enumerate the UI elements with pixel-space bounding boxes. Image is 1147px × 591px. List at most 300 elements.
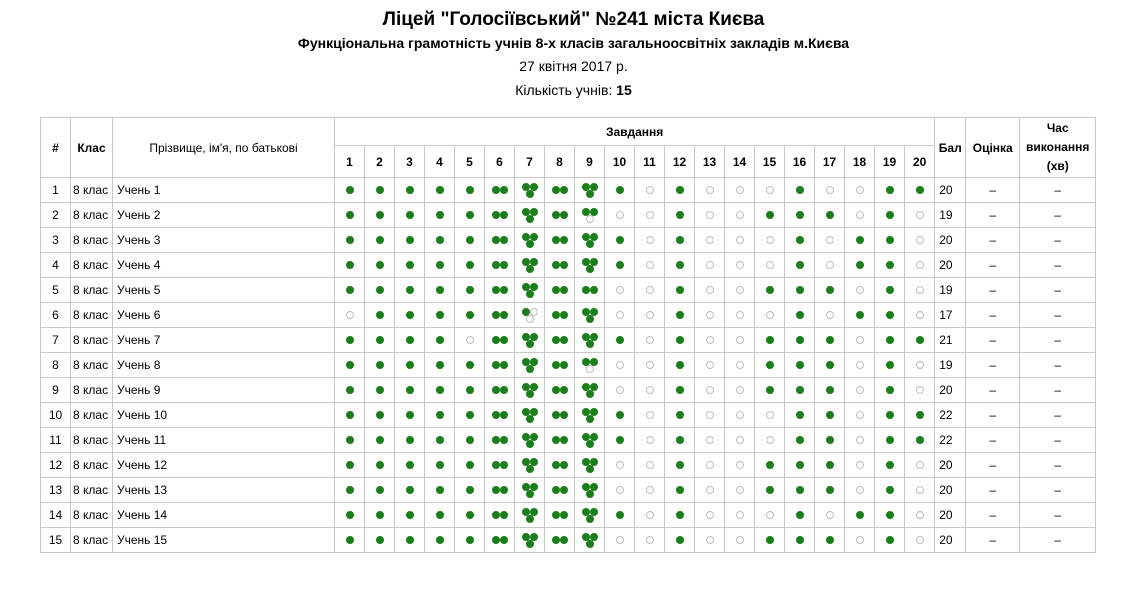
dot-pair <box>492 186 508 194</box>
correct-dot-icon <box>766 386 774 394</box>
dot-pair <box>492 211 508 219</box>
task-result-13 <box>695 528 725 553</box>
dot-pair <box>552 311 568 319</box>
task-result-2 <box>365 228 395 253</box>
task-result-9 <box>575 428 605 453</box>
correct-dot-icon <box>346 286 354 294</box>
correct-dot-icon <box>406 311 414 319</box>
row-class: 8 клас <box>71 353 113 378</box>
correct-dot-icon <box>526 190 534 198</box>
row-grade: – <box>966 453 1020 478</box>
task-result-9 <box>575 503 605 528</box>
task-result-20 <box>905 478 935 503</box>
correct-dot-icon <box>466 261 474 269</box>
row-number: 4 <box>41 253 71 278</box>
dot-triple <box>522 182 538 198</box>
task-header-7: 7 <box>515 146 545 178</box>
correct-dot-icon <box>552 186 560 194</box>
row-score: 22 <box>935 428 966 453</box>
task-result-2 <box>365 403 395 428</box>
task-result-9 <box>575 228 605 253</box>
task-result-4 <box>425 353 455 378</box>
incorrect-dot-icon <box>916 361 924 369</box>
table-row <box>41 503 1096 528</box>
task-header-15: 15 <box>755 146 785 178</box>
correct-dot-icon <box>796 261 804 269</box>
task-result-5 <box>455 353 485 378</box>
row-student-name: Учень 5 <box>113 278 335 303</box>
task-result-5 <box>455 278 485 303</box>
task-result-16 <box>785 378 815 403</box>
correct-dot-icon <box>560 386 568 394</box>
task-result-9 <box>575 328 605 353</box>
dot-pair <box>552 211 568 219</box>
correct-dot-icon <box>346 536 354 544</box>
incorrect-dot-icon <box>916 286 924 294</box>
table-row <box>41 253 1096 278</box>
task-result-19 <box>875 378 905 403</box>
task-result-15 <box>755 253 785 278</box>
row-number: 6 <box>41 303 71 328</box>
row-student-name: Учень 3 <box>113 228 335 253</box>
task-result-16 <box>785 253 815 278</box>
task-result-4 <box>425 478 455 503</box>
col-header-score: Бал <box>935 118 966 178</box>
task-header-5: 5 <box>455 146 485 178</box>
correct-dot-icon <box>376 336 384 344</box>
row-student-name: Учень 10 <box>113 403 335 428</box>
task-result-20 <box>905 353 935 378</box>
dot-pair <box>552 261 568 269</box>
task-result-8 <box>545 253 575 278</box>
dot-pair <box>552 236 568 244</box>
task-result-2 <box>365 328 395 353</box>
correct-dot-icon <box>796 486 804 494</box>
table-row <box>41 453 1096 478</box>
task-result-8 <box>545 428 575 453</box>
row-score: 20 <box>935 478 966 503</box>
report-date: 27 квітня 2017 р. <box>519 58 628 74</box>
task-result-13 <box>695 428 725 453</box>
correct-dot-icon <box>586 240 594 248</box>
table-row <box>41 353 1096 378</box>
correct-dot-icon <box>376 511 384 519</box>
task-result-11 <box>635 228 665 253</box>
correct-dot-icon <box>346 186 354 194</box>
correct-dot-icon <box>346 511 354 519</box>
task-header-8: 8 <box>545 146 575 178</box>
task-result-5 <box>455 203 485 228</box>
correct-dot-icon <box>492 411 500 419</box>
incorrect-dot-icon <box>616 486 624 494</box>
task-header-18: 18 <box>845 146 875 178</box>
row-number: 3 <box>41 228 71 253</box>
row-time: – <box>1020 528 1096 553</box>
incorrect-dot-icon <box>736 436 744 444</box>
task-result-17 <box>815 328 845 353</box>
correct-dot-icon <box>552 486 560 494</box>
row-class: 8 клас <box>71 478 113 503</box>
incorrect-dot-icon <box>706 261 714 269</box>
correct-dot-icon <box>526 390 534 398</box>
correct-dot-icon <box>436 311 444 319</box>
incorrect-dot-icon <box>616 211 624 219</box>
correct-dot-icon <box>346 336 354 344</box>
task-result-8 <box>545 278 575 303</box>
task-header-16: 16 <box>785 146 815 178</box>
correct-dot-icon <box>560 536 568 544</box>
task-result-5 <box>455 228 485 253</box>
task-result-5 <box>455 403 485 428</box>
dot-triple <box>582 207 598 223</box>
incorrect-dot-icon <box>706 461 714 469</box>
incorrect-dot-icon <box>616 286 624 294</box>
task-header-3: 3 <box>395 146 425 178</box>
task-result-12 <box>665 378 695 403</box>
correct-dot-icon <box>552 211 560 219</box>
correct-dot-icon <box>466 511 474 519</box>
task-result-10 <box>605 178 635 203</box>
row-grade: – <box>966 503 1020 528</box>
correct-dot-icon <box>560 211 568 219</box>
col-header-time: Час виконання (хв) <box>1020 118 1096 178</box>
task-result-14 <box>725 353 755 378</box>
correct-dot-icon <box>346 436 354 444</box>
correct-dot-icon <box>586 490 594 498</box>
incorrect-dot-icon <box>856 336 864 344</box>
correct-dot-icon <box>500 311 508 319</box>
correct-dot-icon <box>796 411 804 419</box>
correct-dot-icon <box>500 436 508 444</box>
dot-triple <box>582 432 598 448</box>
row-time: – <box>1020 278 1096 303</box>
correct-dot-icon <box>766 286 774 294</box>
incorrect-dot-icon <box>616 311 624 319</box>
task-result-5 <box>455 378 485 403</box>
row-class: 8 клас <box>71 278 113 303</box>
task-result-11 <box>635 278 665 303</box>
incorrect-dot-icon <box>736 286 744 294</box>
task-result-17 <box>815 378 845 403</box>
correct-dot-icon <box>676 286 684 294</box>
task-result-13 <box>695 503 725 528</box>
task-result-8 <box>545 403 575 428</box>
correct-dot-icon <box>500 461 508 469</box>
task-result-4 <box>425 303 455 328</box>
correct-dot-icon <box>436 411 444 419</box>
row-class: 8 клас <box>71 528 113 553</box>
correct-dot-icon <box>436 511 444 519</box>
task-result-3 <box>395 378 425 403</box>
task-result-9 <box>575 203 605 228</box>
correct-dot-icon <box>552 511 560 519</box>
task-header-19: 19 <box>875 146 905 178</box>
task-result-9 <box>575 303 605 328</box>
row-grade: – <box>966 253 1020 278</box>
task-result-19 <box>875 353 905 378</box>
correct-dot-icon <box>526 240 534 248</box>
task-result-7 <box>515 228 545 253</box>
table-row <box>41 178 1096 203</box>
row-score: 20 <box>935 228 966 253</box>
dot-pair <box>492 361 508 369</box>
row-grade: – <box>966 378 1020 403</box>
row-number: 1 <box>41 178 71 203</box>
task-result-8 <box>545 328 575 353</box>
incorrect-dot-icon <box>646 386 654 394</box>
task-result-15 <box>755 278 785 303</box>
incorrect-dot-icon <box>916 211 924 219</box>
correct-dot-icon <box>676 511 684 519</box>
task-result-9 <box>575 353 605 378</box>
task-result-3 <box>395 278 425 303</box>
dot-triple <box>582 507 598 523</box>
task-result-10 <box>605 528 635 553</box>
dot-pair <box>552 486 568 494</box>
incorrect-dot-icon <box>736 486 744 494</box>
task-result-12 <box>665 528 695 553</box>
report-header <box>0 8 1147 102</box>
task-result-19 <box>875 528 905 553</box>
correct-dot-icon <box>376 311 384 319</box>
row-number: 13 <box>41 478 71 503</box>
dot-triple <box>582 457 598 473</box>
row-time: – <box>1020 478 1096 503</box>
incorrect-dot-icon <box>736 461 744 469</box>
task-result-15 <box>755 403 785 428</box>
correct-dot-icon <box>436 211 444 219</box>
incorrect-dot-icon <box>586 215 594 223</box>
dot-pair <box>552 286 568 294</box>
task-result-4 <box>425 528 455 553</box>
correct-dot-icon <box>466 436 474 444</box>
task-result-2 <box>365 353 395 378</box>
correct-dot-icon <box>526 540 534 548</box>
task-result-12 <box>665 278 695 303</box>
task-result-10 <box>605 353 635 378</box>
incorrect-dot-icon <box>646 311 654 319</box>
task-result-1 <box>335 303 365 328</box>
task-result-9 <box>575 528 605 553</box>
task-result-18 <box>845 278 875 303</box>
task-result-12 <box>665 303 695 328</box>
task-result-5 <box>455 503 485 528</box>
correct-dot-icon <box>796 336 804 344</box>
row-score: 20 <box>935 503 966 528</box>
task-result-18 <box>845 253 875 278</box>
row-grade: – <box>966 328 1020 353</box>
task-header-13: 13 <box>695 146 725 178</box>
incorrect-dot-icon <box>586 365 594 373</box>
correct-dot-icon <box>616 186 624 194</box>
correct-dot-icon <box>526 215 534 223</box>
dot-triple <box>522 207 538 223</box>
task-result-2 <box>365 378 395 403</box>
task-result-20 <box>905 253 935 278</box>
row-class: 8 клас <box>71 328 113 353</box>
correct-dot-icon <box>676 361 684 369</box>
task-result-1 <box>335 353 365 378</box>
row-time: – <box>1020 503 1096 528</box>
correct-dot-icon <box>406 236 414 244</box>
task-result-1 <box>335 378 365 403</box>
correct-dot-icon <box>500 486 508 494</box>
dot-pair <box>492 486 508 494</box>
row-grade: – <box>966 178 1020 203</box>
task-result-10 <box>605 303 635 328</box>
correct-dot-icon <box>886 461 894 469</box>
task-result-12 <box>665 228 695 253</box>
task-result-5 <box>455 428 485 453</box>
task-result-11 <box>635 253 665 278</box>
task-result-19 <box>875 453 905 478</box>
incorrect-dot-icon <box>916 486 924 494</box>
correct-dot-icon <box>500 186 508 194</box>
task-result-20 <box>905 378 935 403</box>
correct-dot-icon <box>676 261 684 269</box>
correct-dot-icon <box>526 265 534 273</box>
task-result-1 <box>335 403 365 428</box>
task-result-1 <box>335 228 365 253</box>
task-result-7 <box>515 253 545 278</box>
task-result-2 <box>365 203 395 228</box>
task-result-1 <box>335 453 365 478</box>
correct-dot-icon <box>616 336 624 344</box>
task-result-4 <box>425 328 455 353</box>
correct-dot-icon <box>796 311 804 319</box>
row-student-name: Учень 4 <box>113 253 335 278</box>
task-result-6 <box>485 203 515 228</box>
incorrect-dot-icon <box>706 236 714 244</box>
correct-dot-icon <box>886 186 894 194</box>
dot-triple <box>582 232 598 248</box>
correct-dot-icon <box>500 336 508 344</box>
task-result-18 <box>845 203 875 228</box>
task-result-14 <box>725 528 755 553</box>
row-time: – <box>1020 203 1096 228</box>
task-result-1 <box>335 278 365 303</box>
row-grade: – <box>966 478 1020 503</box>
task-result-4 <box>425 178 455 203</box>
task-result-7 <box>515 403 545 428</box>
incorrect-dot-icon <box>856 286 864 294</box>
task-result-6 <box>485 478 515 503</box>
task-result-7 <box>515 528 545 553</box>
incorrect-dot-icon <box>736 186 744 194</box>
task-result-18 <box>845 378 875 403</box>
dot-triple <box>582 382 598 398</box>
task-result-8 <box>545 503 575 528</box>
task-result-3 <box>395 328 425 353</box>
correct-dot-icon <box>552 286 560 294</box>
task-result-11 <box>635 353 665 378</box>
task-result-16 <box>785 353 815 378</box>
incorrect-dot-icon <box>736 411 744 419</box>
task-result-16 <box>785 278 815 303</box>
correct-dot-icon <box>886 511 894 519</box>
incorrect-dot-icon <box>826 236 834 244</box>
task-result-14 <box>725 478 755 503</box>
correct-dot-icon <box>436 486 444 494</box>
task-result-3 <box>395 478 425 503</box>
correct-dot-icon <box>586 315 594 323</box>
task-result-20 <box>905 278 935 303</box>
task-result-19 <box>875 303 905 328</box>
incorrect-dot-icon <box>646 361 654 369</box>
task-result-13 <box>695 203 725 228</box>
incorrect-dot-icon <box>646 436 654 444</box>
correct-dot-icon <box>346 461 354 469</box>
correct-dot-icon <box>766 536 774 544</box>
task-result-13 <box>695 478 725 503</box>
correct-dot-icon <box>346 211 354 219</box>
correct-dot-icon <box>466 211 474 219</box>
dot-pair <box>492 536 508 544</box>
correct-dot-icon <box>916 186 924 194</box>
correct-dot-icon <box>500 411 508 419</box>
task-result-1 <box>335 528 365 553</box>
task-result-2 <box>365 528 395 553</box>
dot-triple <box>582 307 598 323</box>
correct-dot-icon <box>436 186 444 194</box>
dot-pair <box>552 361 568 369</box>
task-result-3 <box>395 253 425 278</box>
task-result-10 <box>605 503 635 528</box>
correct-dot-icon <box>586 340 594 348</box>
row-grade: – <box>966 228 1020 253</box>
incorrect-dot-icon <box>706 486 714 494</box>
correct-dot-icon <box>500 236 508 244</box>
row-number: 10 <box>41 403 71 428</box>
correct-dot-icon <box>500 286 508 294</box>
task-header-12: 12 <box>665 146 695 178</box>
task-result-7 <box>515 503 545 528</box>
row-student-name: Учень 1 <box>113 178 335 203</box>
table-row <box>41 528 1096 553</box>
row-number: 11 <box>41 428 71 453</box>
correct-dot-icon <box>500 386 508 394</box>
task-result-11 <box>635 328 665 353</box>
dot-pair <box>492 461 508 469</box>
dot-triple <box>582 482 598 498</box>
task-result-2 <box>365 178 395 203</box>
task-result-20 <box>905 203 935 228</box>
task-result-12 <box>665 403 695 428</box>
correct-dot-icon <box>376 411 384 419</box>
task-result-15 <box>755 478 785 503</box>
correct-dot-icon <box>466 286 474 294</box>
task-result-15 <box>755 428 785 453</box>
task-result-13 <box>695 378 725 403</box>
row-class: 8 клас <box>71 203 113 228</box>
dot-triple <box>582 332 598 348</box>
correct-dot-icon <box>796 461 804 469</box>
correct-dot-icon <box>766 461 774 469</box>
dot-triple <box>522 332 538 348</box>
incorrect-dot-icon <box>706 286 714 294</box>
incorrect-dot-icon <box>706 361 714 369</box>
results-table <box>40 117 1096 553</box>
task-result-1 <box>335 178 365 203</box>
correct-dot-icon <box>436 361 444 369</box>
task-result-20 <box>905 528 935 553</box>
col-header-class: Клас <box>71 118 113 178</box>
task-result-14 <box>725 203 755 228</box>
correct-dot-icon <box>796 536 804 544</box>
dot-triple <box>582 532 598 548</box>
incorrect-dot-icon <box>706 386 714 394</box>
correct-dot-icon <box>436 536 444 544</box>
